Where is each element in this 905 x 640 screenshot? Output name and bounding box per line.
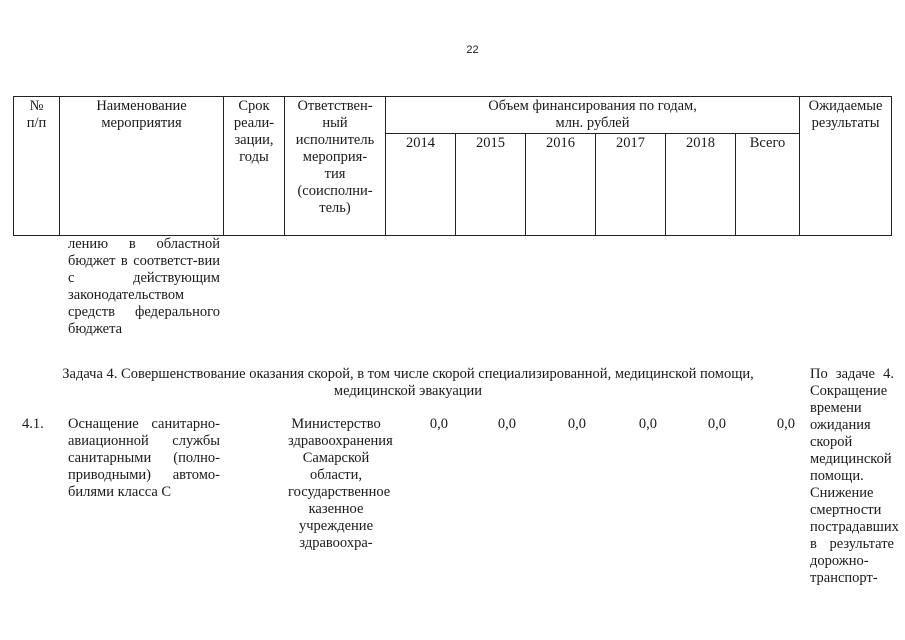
row-number: 4.1. <box>22 416 44 432</box>
continuation-text: лению в областной бюджет в соответст-вии с действующим законодательством средств федерального бюджета <box>68 236 220 337</box>
task-result: По задаче 4. Сокращение времени ожидания скорой медицинской помощи. Снижение смертности пострадавших в результате дорожно-транспорт- <box>810 366 899 586</box>
value-2014: 0,0 <box>429 416 448 432</box>
header-year: 2014 <box>386 134 456 236</box>
value-2017: 0,0 <box>638 416 657 432</box>
header-executor: Ответствен- ный исполнитель мероприя- тия (соисполни- тель) <box>285 97 386 236</box>
header-year: 2016 <box>526 134 596 236</box>
value-2018: 0,0 <box>707 416 726 432</box>
header-number: № п/п <box>14 97 60 236</box>
header-year-total: Всего <box>736 134 800 236</box>
header-year: 2017 <box>596 134 666 236</box>
value-2016: 0,0 <box>567 416 586 432</box>
header-results: Ожидаемые результаты <box>800 97 892 236</box>
row-name: Оснащение санитарно-авиационной службы санитарными (полно-приводными) автомо-билями класса С <box>68 416 220 500</box>
page-number: 22 <box>466 44 479 56</box>
value-total: 0,0 <box>776 416 795 432</box>
row-executor: Министерство здравоохранения Самарской области, государственное казенное учреждение здравоохра- <box>288 416 393 551</box>
header-name: Наименование мероприятия <box>60 97 224 236</box>
header-year: 2018 <box>666 134 736 236</box>
header-term: Срок реали- зации, годы <box>224 97 285 236</box>
task-title: Задача 4. Совершенствование оказания скорой, в том числе скорой специализированной, медицинской помощи, медицинской эвакуации <box>62 366 754 399</box>
value-2015: 0,0 <box>497 416 516 432</box>
table-header <box>13 96 892 236</box>
header-funding: Объем финансирования по годам, млн. рублей <box>386 97 800 134</box>
header-year: 2015 <box>456 134 526 236</box>
